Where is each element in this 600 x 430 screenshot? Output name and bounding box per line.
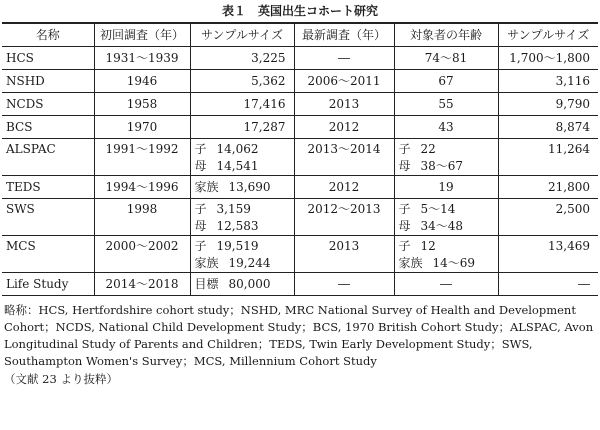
cell-sample-size-value: 3,159 xyxy=(216,202,251,216)
cell-sample-size-value: 13,690 xyxy=(228,179,271,194)
cell-sample-size-group-label: 家族 xyxy=(194,256,219,270)
cell-sample-size-value: 17,287 xyxy=(243,119,286,134)
cell-subject-age xyxy=(394,70,498,93)
cell-subject-age-group-label: 母 xyxy=(398,219,411,233)
cell-subject-age-value: 22 xyxy=(420,142,436,156)
header-subject-age: 対象者の年齢 xyxy=(394,23,498,47)
table-body xyxy=(2,47,598,296)
cell-subject-age xyxy=(394,139,498,176)
cell-sample-size-value: 12,583 xyxy=(216,219,259,233)
cell-sample-size-latest: 9,790 xyxy=(498,93,598,116)
cell-subject-age-line xyxy=(399,201,494,218)
cell-subject-age-value: 14～69 xyxy=(432,256,476,270)
cell-sample-size-value: 14,062 xyxy=(216,142,259,156)
cell-subject-age-value: 19 xyxy=(438,179,454,194)
cell-sample-size-value: 17,416 xyxy=(243,96,286,111)
cell-first-survey: 2000～2002 xyxy=(94,236,190,273)
cell-latest-survey: 2012 xyxy=(294,176,394,199)
table-row xyxy=(2,199,598,236)
header-sample-size-latest: サンプルサイズ xyxy=(498,23,598,47)
cell-first-survey: 1958 xyxy=(94,93,190,116)
cell-sample-size xyxy=(190,47,294,70)
cell-sample-size-value: 80,000 xyxy=(228,276,271,291)
cell-subject-age-line xyxy=(399,179,494,196)
cell-sample-size-line xyxy=(195,119,286,136)
cell-subject-age-group-label: 母 xyxy=(398,159,411,173)
cell-first-survey: 1998 xyxy=(94,199,190,236)
cell-subject-age-line xyxy=(399,255,494,272)
abbreviations-note: 略称：HCS, Hertfordshire cohort study；NSHD, MRC National Survey of Health and Development Cohort；NCDS, National Child Development Study；BCS, 1970 British Cohort Study；ALSPAC, Avon Longitudinal Study of Parents and Children；TEDS, Twin Early Development Study；SWS, Southampton Women's Survey；MCS, Millennium Cohort Study xyxy=(4,303,594,368)
cell-latest-survey: ― xyxy=(294,47,394,70)
cell-subject-age-value: 74～81 xyxy=(424,50,468,65)
header-sample-size: サンプルサイズ xyxy=(190,23,294,47)
cell-name: NCDS xyxy=(2,93,94,116)
cell-sample-size-latest: 1,700～1,800 xyxy=(498,47,598,70)
cell-sample-size xyxy=(190,273,294,296)
cell-name: HCS xyxy=(2,47,94,70)
table-row xyxy=(2,47,598,70)
cell-sample-size-line xyxy=(195,158,290,175)
cell-sample-size-value: 14,541 xyxy=(216,159,259,173)
table-row xyxy=(2,139,598,176)
cell-sample-size-value: 19,244 xyxy=(228,256,271,270)
cell-sample-size xyxy=(190,139,294,176)
cell-subject-age-group-label: 子 xyxy=(398,142,411,156)
cell-sample-size-group-label: 目標 xyxy=(194,276,219,291)
cell-sample-size-latest: 2,500 xyxy=(498,199,598,236)
table-caption: 表１ 英国出生コホート研究 xyxy=(221,4,378,18)
cell-sample-size-latest: ― xyxy=(498,273,598,296)
cell-subject-age xyxy=(394,93,498,116)
cell-first-survey: 1946 xyxy=(94,70,190,93)
cell-latest-survey: 2012 xyxy=(294,116,394,139)
cell-sample-size-line xyxy=(195,201,290,218)
source-note: （文献 23 より抜粋） xyxy=(4,372,118,386)
cell-subject-age-line xyxy=(399,276,494,293)
cell-latest-survey: 2013 xyxy=(294,93,394,116)
cell-subject-age-line xyxy=(399,119,494,136)
cohort-table xyxy=(2,22,598,296)
cell-sample-size-group-label: 子 xyxy=(194,202,207,216)
header-latest-survey: 最新調査（年） xyxy=(294,23,394,47)
cell-name: Life Study xyxy=(2,273,94,296)
cell-first-survey: 1991～1992 xyxy=(94,139,190,176)
cell-subject-age-value: 34～48 xyxy=(420,219,464,233)
cell-subject-age-group-label: 家族 xyxy=(398,256,423,270)
cell-name: ALSPAC xyxy=(2,139,94,176)
cell-sample-size xyxy=(190,199,294,236)
cell-latest-survey: 2012～2013 xyxy=(294,199,394,236)
cell-latest-survey: 2006～2011 xyxy=(294,70,394,93)
cell-subject-age xyxy=(394,273,498,296)
cell-first-survey: 1994～1996 xyxy=(94,176,190,199)
cell-sample-size-latest: 8,874 xyxy=(498,116,598,139)
cell-subject-age xyxy=(394,176,498,199)
table-row xyxy=(2,236,598,273)
cell-subject-age-group-label: 子 xyxy=(398,202,411,216)
cell-sample-size-group-label: 母 xyxy=(194,159,207,173)
cell-name: SWS xyxy=(2,199,94,236)
cell-sample-size-group-label: 家族 xyxy=(194,179,219,194)
cell-subject-age-value: 55 xyxy=(438,96,454,111)
cell-sample-size-line xyxy=(195,96,286,113)
header-first-survey: 初回調査（年） xyxy=(94,23,190,47)
cell-subject-age-line xyxy=(399,141,494,158)
cell-name: NSHD xyxy=(2,70,94,93)
cell-sample-size-group-label: 母 xyxy=(194,219,207,233)
table-row xyxy=(2,116,598,139)
cell-latest-survey: 2013 xyxy=(294,236,394,273)
cell-subject-age-value: ― xyxy=(440,276,452,291)
cell-sample-size-value: 19,519 xyxy=(216,239,259,253)
cell-first-survey: 1931～1939 xyxy=(94,47,190,70)
cell-name: BCS xyxy=(2,116,94,139)
header-name: 名称 xyxy=(2,23,94,47)
table-row xyxy=(2,70,598,93)
cell-sample-size xyxy=(190,93,294,116)
cell-sample-size-line xyxy=(195,255,290,272)
cell-sample-size xyxy=(190,116,294,139)
cell-subject-age xyxy=(394,116,498,139)
cell-sample-size-latest: 13,469 xyxy=(498,236,598,273)
cell-subject-age xyxy=(394,199,498,236)
cell-subject-age-group-label: 子 xyxy=(398,239,411,253)
cell-sample-size xyxy=(190,236,294,273)
cell-name: MCS xyxy=(2,236,94,273)
cell-subject-age-value: 67 xyxy=(438,73,454,88)
cell-sample-size-group-label: 子 xyxy=(194,239,207,253)
cell-sample-size-line xyxy=(195,141,290,158)
cell-subject-age-line xyxy=(399,158,494,175)
table-row xyxy=(2,273,598,296)
cell-sample-size-line xyxy=(195,218,290,235)
cell-sample-size-line xyxy=(195,179,290,196)
table-header-row xyxy=(2,23,598,47)
cell-sample-size-line xyxy=(195,50,286,67)
cell-subject-age-line xyxy=(399,73,494,90)
cell-sample-size-latest: 21,800 xyxy=(498,176,598,199)
cell-name: TEDS xyxy=(2,176,94,199)
cell-first-survey: 1970 xyxy=(94,116,190,139)
cell-subject-age-value: 12 xyxy=(420,239,436,253)
cell-sample-size-value: 3,225 xyxy=(251,50,286,65)
table-row xyxy=(2,93,598,116)
cell-subject-age xyxy=(394,236,498,273)
cell-sample-size-line xyxy=(195,73,286,90)
cell-subject-age-line xyxy=(399,50,494,67)
cell-subject-age-value: 43 xyxy=(438,119,454,134)
cell-sample-size-line xyxy=(195,238,290,255)
cell-subject-age-value: 38～67 xyxy=(420,159,464,173)
cell-sample-size-value: 5,362 xyxy=(251,73,286,88)
cell-sample-size xyxy=(190,176,294,199)
cell-first-survey: 2014～2018 xyxy=(94,273,190,296)
cell-sample-size-latest: 11,264 xyxy=(498,139,598,176)
table-row xyxy=(2,176,598,199)
cell-latest-survey: 2013～2014 xyxy=(294,139,394,176)
cell-sample-size-latest: 3,116 xyxy=(498,70,598,93)
cell-latest-survey: ― xyxy=(294,273,394,296)
cell-subject-age-value: 5～14 xyxy=(420,202,456,216)
cell-subject-age xyxy=(394,47,498,70)
cell-subject-age-line xyxy=(399,218,494,235)
cell-sample-size-line xyxy=(195,276,290,293)
cell-sample-size xyxy=(190,70,294,93)
cell-sample-size-group-label: 子 xyxy=(194,142,207,156)
cell-subject-age-line xyxy=(399,96,494,113)
cell-subject-age-line xyxy=(399,238,494,255)
